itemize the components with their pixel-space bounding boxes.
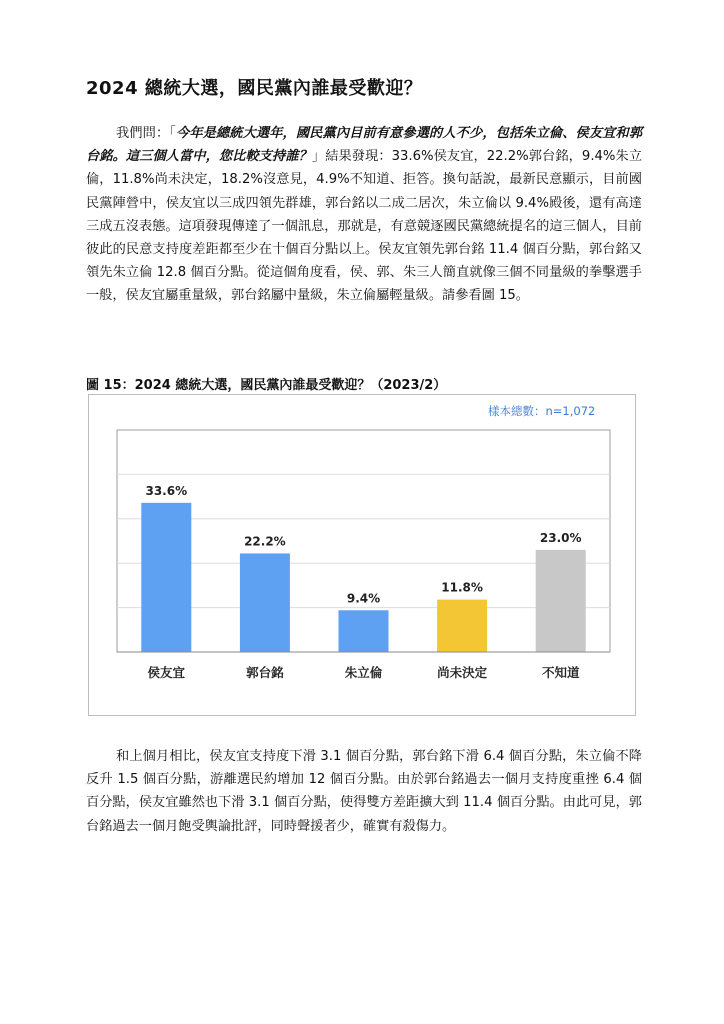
figure-caption: 圖 15：2024 總統大選，國民黨內誰最受歡迎？（2023/2） bbox=[86, 378, 447, 393]
category-label: 郭台銘 bbox=[246, 665, 284, 680]
bar-1 bbox=[141, 503, 191, 652]
section-title: 2024 總統大選，國民黨內誰最受歡迎？ bbox=[86, 78, 423, 99]
data-label: 9.4% bbox=[346, 591, 381, 606]
paragraph-lead: 我們問：「 bbox=[116, 126, 176, 141]
category-label: 朱立倫 bbox=[344, 665, 383, 680]
paragraph-results: 」結果發現：33.6%侯友宜，22.2%郭台銘，9.4%朱立倫，11.8%尚未決定，18.2%沒意見，4.9%不知道、拒答。換句話說，最新民意顯示，目前國民黨陣營中，侯友宜以三成四領先群雄，郭台銘以二成二居次，朱立倫以 9.4%殿後，還有高達三成五沒表態。這項發現傳達了一個訊息，那就是，有意競逐國民黨總統提名的這三個人，目前彼此的民意支持度差距都至少在十個百分點以上。侯友宜領先郭台銘 11.4 個百分點，郭台銘又領先朱立倫 12.8 個百分點。從這個角度看，侯、郭、朱三人簡直就像三個不同量級的拳擊選手一般，侯友宜屬重量級，郭台銘屬中量級，朱立倫屬輕量級。請參看圖 15。 bbox=[86, 149, 643, 304]
bar-4 bbox=[437, 600, 487, 652]
bar-2 bbox=[240, 553, 290, 652]
category-label: 尚未決定 bbox=[437, 665, 488, 680]
sample-size-label: 樣本總數：n=1,072 bbox=[488, 404, 596, 418]
survey-question-text: 今年是總統大選年，國民黨內目前有意參選的人不少，包括朱立倫、侯友宜和郭台銘。這三個人當中，您比較支持誰？ bbox=[86, 126, 643, 165]
bar-3 bbox=[339, 610, 389, 652]
data-label: 23.0% bbox=[539, 530, 582, 545]
category-label: 侯友宜 bbox=[147, 665, 186, 680]
data-label: 22.2% bbox=[244, 534, 286, 549]
category-label: 不知道 bbox=[541, 665, 580, 680]
bar-5 bbox=[536, 550, 586, 652]
paragraph-monthly-change: 和上個月相比，侯友宜支持度下滑 3.1 個百分點，郭台銘下滑 6.4 個百分點，朱立倫不降反升 1.5 個百分點，游離選民約增加 12 個百分點。由於郭台銘過去一個月支持度重挫 6.4 個百分點，侯友宜雖然也下滑 3.1 個百分點，使得雙方差距擴大到 11.4 個百分點。由此可見，郭台銘過去一個月飽受輿論批評，同時聲援者少，確實有殺傷力。 bbox=[86, 749, 642, 834]
data-label: 33.6% bbox=[145, 483, 188, 498]
data-label: 11.8% bbox=[441, 580, 483, 595]
